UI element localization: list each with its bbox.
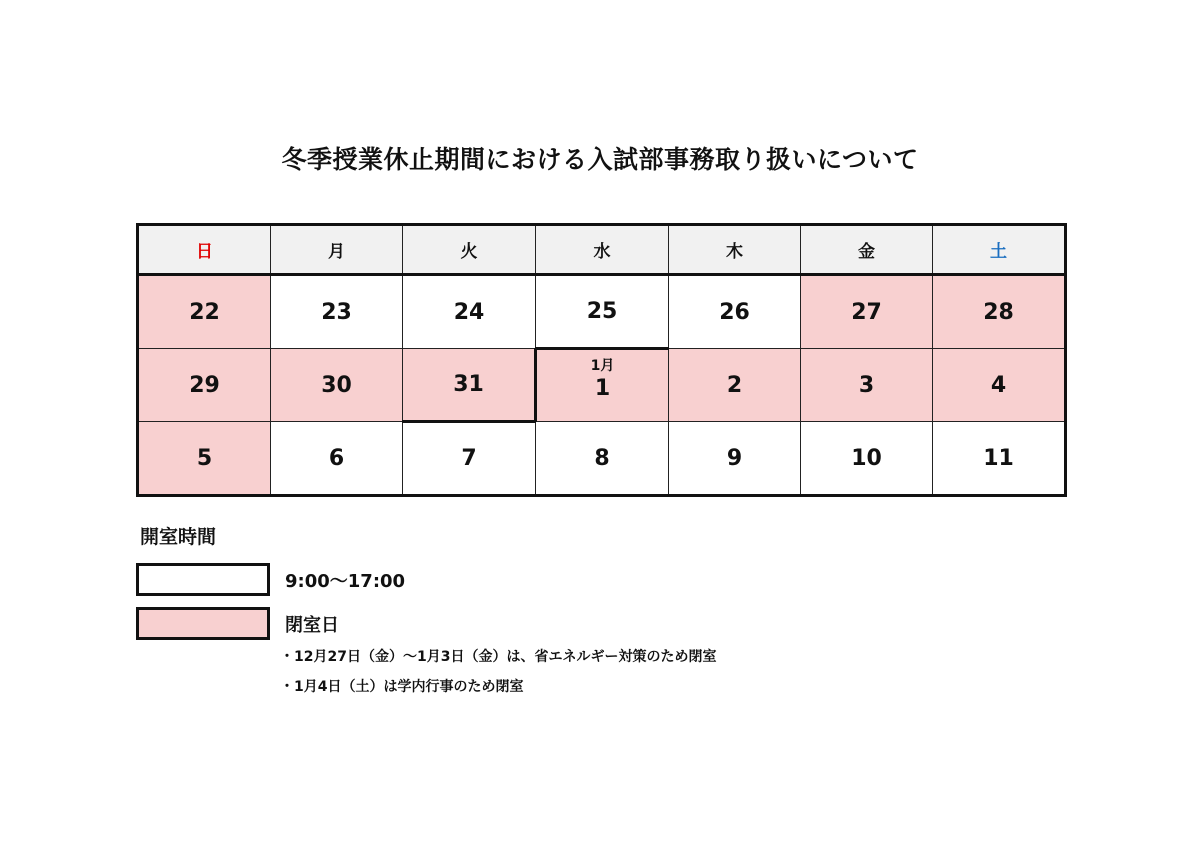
day-cell — [933, 349, 1066, 422]
day-number: 22 — [189, 299, 220, 325]
day-number: 30 — [321, 372, 352, 398]
day-number: 10 — [851, 445, 882, 471]
legend-heading: 開室時間 — [140, 526, 217, 548]
day-cell — [536, 275, 669, 349]
weekday-fri: 金 — [801, 225, 933, 275]
day-number: 9 — [726, 445, 743, 471]
open-hours-label: 9:00～17:00 — [285, 571, 406, 592]
closure-note-2: ・1月4日（土）は学内行事のため閉室 — [280, 679, 524, 695]
day-cell — [403, 349, 536, 422]
weekday-tue: 火 — [403, 225, 536, 275]
weekday-wed: 水 — [536, 225, 669, 275]
day-number: 1 — [594, 376, 611, 401]
week-row-2 — [138, 349, 1066, 422]
day-cell — [403, 422, 536, 496]
closed-day-label: 閉室日 — [285, 615, 339, 636]
weekday-sun: 日 — [138, 225, 271, 275]
closed-day-swatch — [136, 607, 270, 640]
open-hours-swatch — [136, 563, 270, 596]
weekday-header-row — [138, 225, 1066, 275]
day-number: 28 — [983, 299, 1014, 325]
day-cell — [271, 349, 403, 422]
page-title: 冬季授業休止期間における入試部事務取り扱いについて — [281, 145, 919, 174]
weekday-sat: 土 — [933, 225, 1066, 275]
day-cell — [933, 422, 1066, 496]
day-number: 5 — [196, 445, 213, 471]
day-number: 8 — [594, 445, 610, 471]
closure-note-1: ・12月27日（金）～1月3日（金）は、省エネルギー対策のため閉室 — [280, 649, 717, 665]
day-number: 4 — [990, 372, 1007, 398]
day-cell — [536, 422, 669, 496]
weekday-thu: 木 — [669, 225, 801, 275]
day-cell — [271, 422, 403, 496]
month-label: 1月 — [590, 358, 615, 374]
day-number: 6 — [328, 445, 345, 471]
day-cell — [271, 275, 403, 349]
day-cell — [801, 349, 933, 422]
day-number: 11 — [983, 445, 1014, 471]
day-number: 27 — [851, 299, 882, 325]
day-cell — [801, 275, 933, 349]
day-number: 25 — [586, 299, 618, 324]
day-number: 31 — [453, 372, 484, 397]
day-cell — [933, 275, 1066, 349]
weekday-mon: 月 — [271, 225, 403, 275]
day-cell — [801, 422, 933, 496]
day-cell — [138, 349, 271, 422]
day-cell — [138, 422, 271, 496]
day-cell — [669, 349, 801, 422]
day-number: 2 — [726, 372, 743, 398]
day-cell — [403, 275, 536, 349]
day-number: 29 — [189, 372, 220, 398]
day-cell — [669, 422, 801, 496]
week-row-3 — [138, 422, 1066, 496]
day-cell-new-year — [536, 349, 669, 422]
day-cell — [138, 275, 271, 349]
week-row-1 — [138, 275, 1066, 349]
day-number: 7 — [461, 446, 477, 471]
day-number: 26 — [719, 299, 750, 325]
day-cell — [669, 275, 801, 349]
day-number: 24 — [453, 299, 485, 325]
calendar-table — [136, 223, 1067, 497]
day-number: 3 — [858, 372, 875, 398]
day-number: 23 — [321, 299, 352, 325]
